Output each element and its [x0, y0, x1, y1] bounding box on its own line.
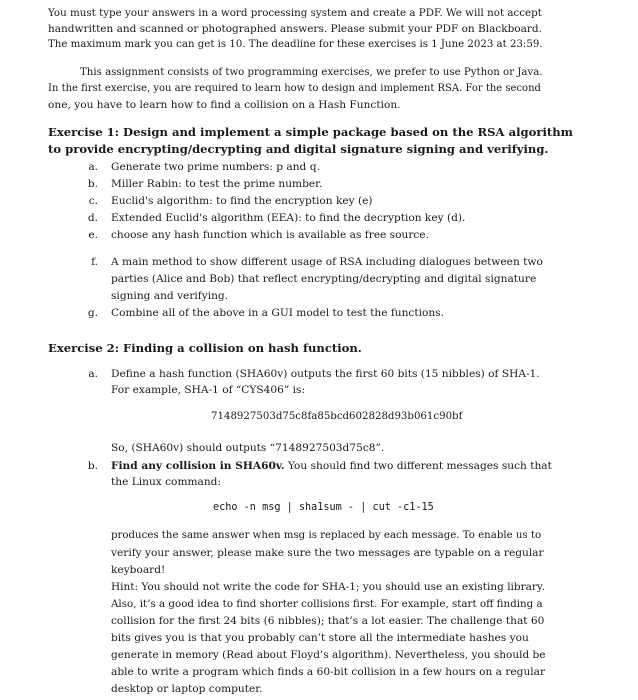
list-marker: b.	[87, 178, 98, 190]
list-text: signing and verifying.	[111, 290, 229, 302]
paragraph-line: bits gives you is that you probably can’t store all the intermediate hashes you	[111, 632, 529, 644]
paragraph-line: collision for the first 24 bits (6 nibbles); that’s a lot easier. The challenge that 60	[111, 615, 545, 627]
list-marker: a.	[88, 368, 98, 380]
paragraph-line: generate in memory (Read about Floyd’s algorithm). Nevertheless, you should be	[111, 649, 546, 661]
sha1-example-hash: 7148927503d75c8fa85bcd602828d93b061c90bf	[211, 411, 463, 422]
list-text: Define a hash function (SHA60v) outputs the first 60 bits (15 nibbles) of SHA-1.	[111, 368, 540, 380]
list-text: Combine all of the above in a GUI model to test the functions.	[111, 307, 444, 319]
list-marker: a.	[88, 161, 98, 173]
paragraph-line: Hint: You should not write the code for SHA-1; you should use an existing library.	[111, 581, 545, 593]
list-marker: f.	[91, 256, 98, 268]
exercise-1-heading: to provide encrypting/decrypting and digital signature signing and verifying.	[48, 142, 549, 156]
list-text: Euclid's algorithm: to find the encryption key (e)	[111, 195, 373, 207]
exercise-2-heading: Exercise 2: Finding a collision on hash function.	[48, 341, 362, 355]
paragraph-line: verify your answer, please make sure the two messages are typable on a regular	[111, 547, 544, 559]
intro-line: handwritten and scanned or photographed answers. Please submit your PDF on Blackboard.	[48, 23, 542, 35]
list-text: Extended Euclid's algorithm (EEA): to find the decryption key (d).	[111, 212, 466, 224]
overview-line: In the first exercise, you are required to learn how to design and implement RSA. For the second	[48, 83, 541, 94]
list-text: parties (Alice and Bob) that reflect encrypting/decrypting and digital signature	[111, 273, 537, 285]
overview-line: This assignment consists of two programming exercises, we prefer to use Python or Java.	[80, 67, 543, 78]
list-text: Miller Rabin: to test the prime number.	[111, 178, 323, 190]
paragraph-line: able to write a program which finds a 60-bit collision in a few hours on a regular	[111, 666, 546, 678]
exercise-1-heading: Exercise 1: Design and implement a simple package based on the RSA algorithm	[48, 125, 573, 139]
list-marker: c.	[88, 195, 98, 207]
paragraph-line: produces the same answer when msg is replaced by each message. To enable us to	[111, 530, 542, 541]
list-marker: d.	[87, 212, 98, 224]
linux-command: echo -n msg | sha1sum - | cut -c1-15	[213, 502, 434, 513]
intro-line: The maximum mark you can get is 10. The deadline for these exercises is 1 June 2023 at 23:59.	[48, 39, 543, 50]
list-text: For example, SHA-1 of “CYS406” is:	[111, 384, 306, 396]
overview-line: one, you have to learn how to find a collision on a Hash Function.	[48, 99, 401, 111]
paragraph-line: Also, it’s a good idea to find shorter collisions first. For example, start off finding a	[111, 598, 543, 610]
paragraph-line: desktop or laptop computer.	[111, 683, 263, 695]
list-text: the Linux command:	[111, 476, 222, 488]
list-text: A main method to show different usage of RSA including dialogues between two	[111, 256, 543, 268]
list-text: Generate two prime numbers: p and q.	[111, 161, 320, 173]
task-emphasis: Find any collision in SHA60v.	[111, 460, 285, 472]
sha60v-output-text: So, (SHA60v) should outputs “7148927503d75c8”.	[111, 442, 385, 454]
list-marker: g.	[87, 307, 98, 319]
intro-line: You must type your answers in a word processing system and create a PDF. We will not accept	[48, 7, 542, 19]
list-marker: e.	[88, 229, 98, 241]
paragraph-line: keyboard!	[111, 564, 166, 576]
list-marker: b.	[87, 460, 98, 472]
list-text: You should find two different messages such that	[284, 460, 552, 472]
list-text: choose any hash function which is available as free source.	[111, 229, 429, 241]
